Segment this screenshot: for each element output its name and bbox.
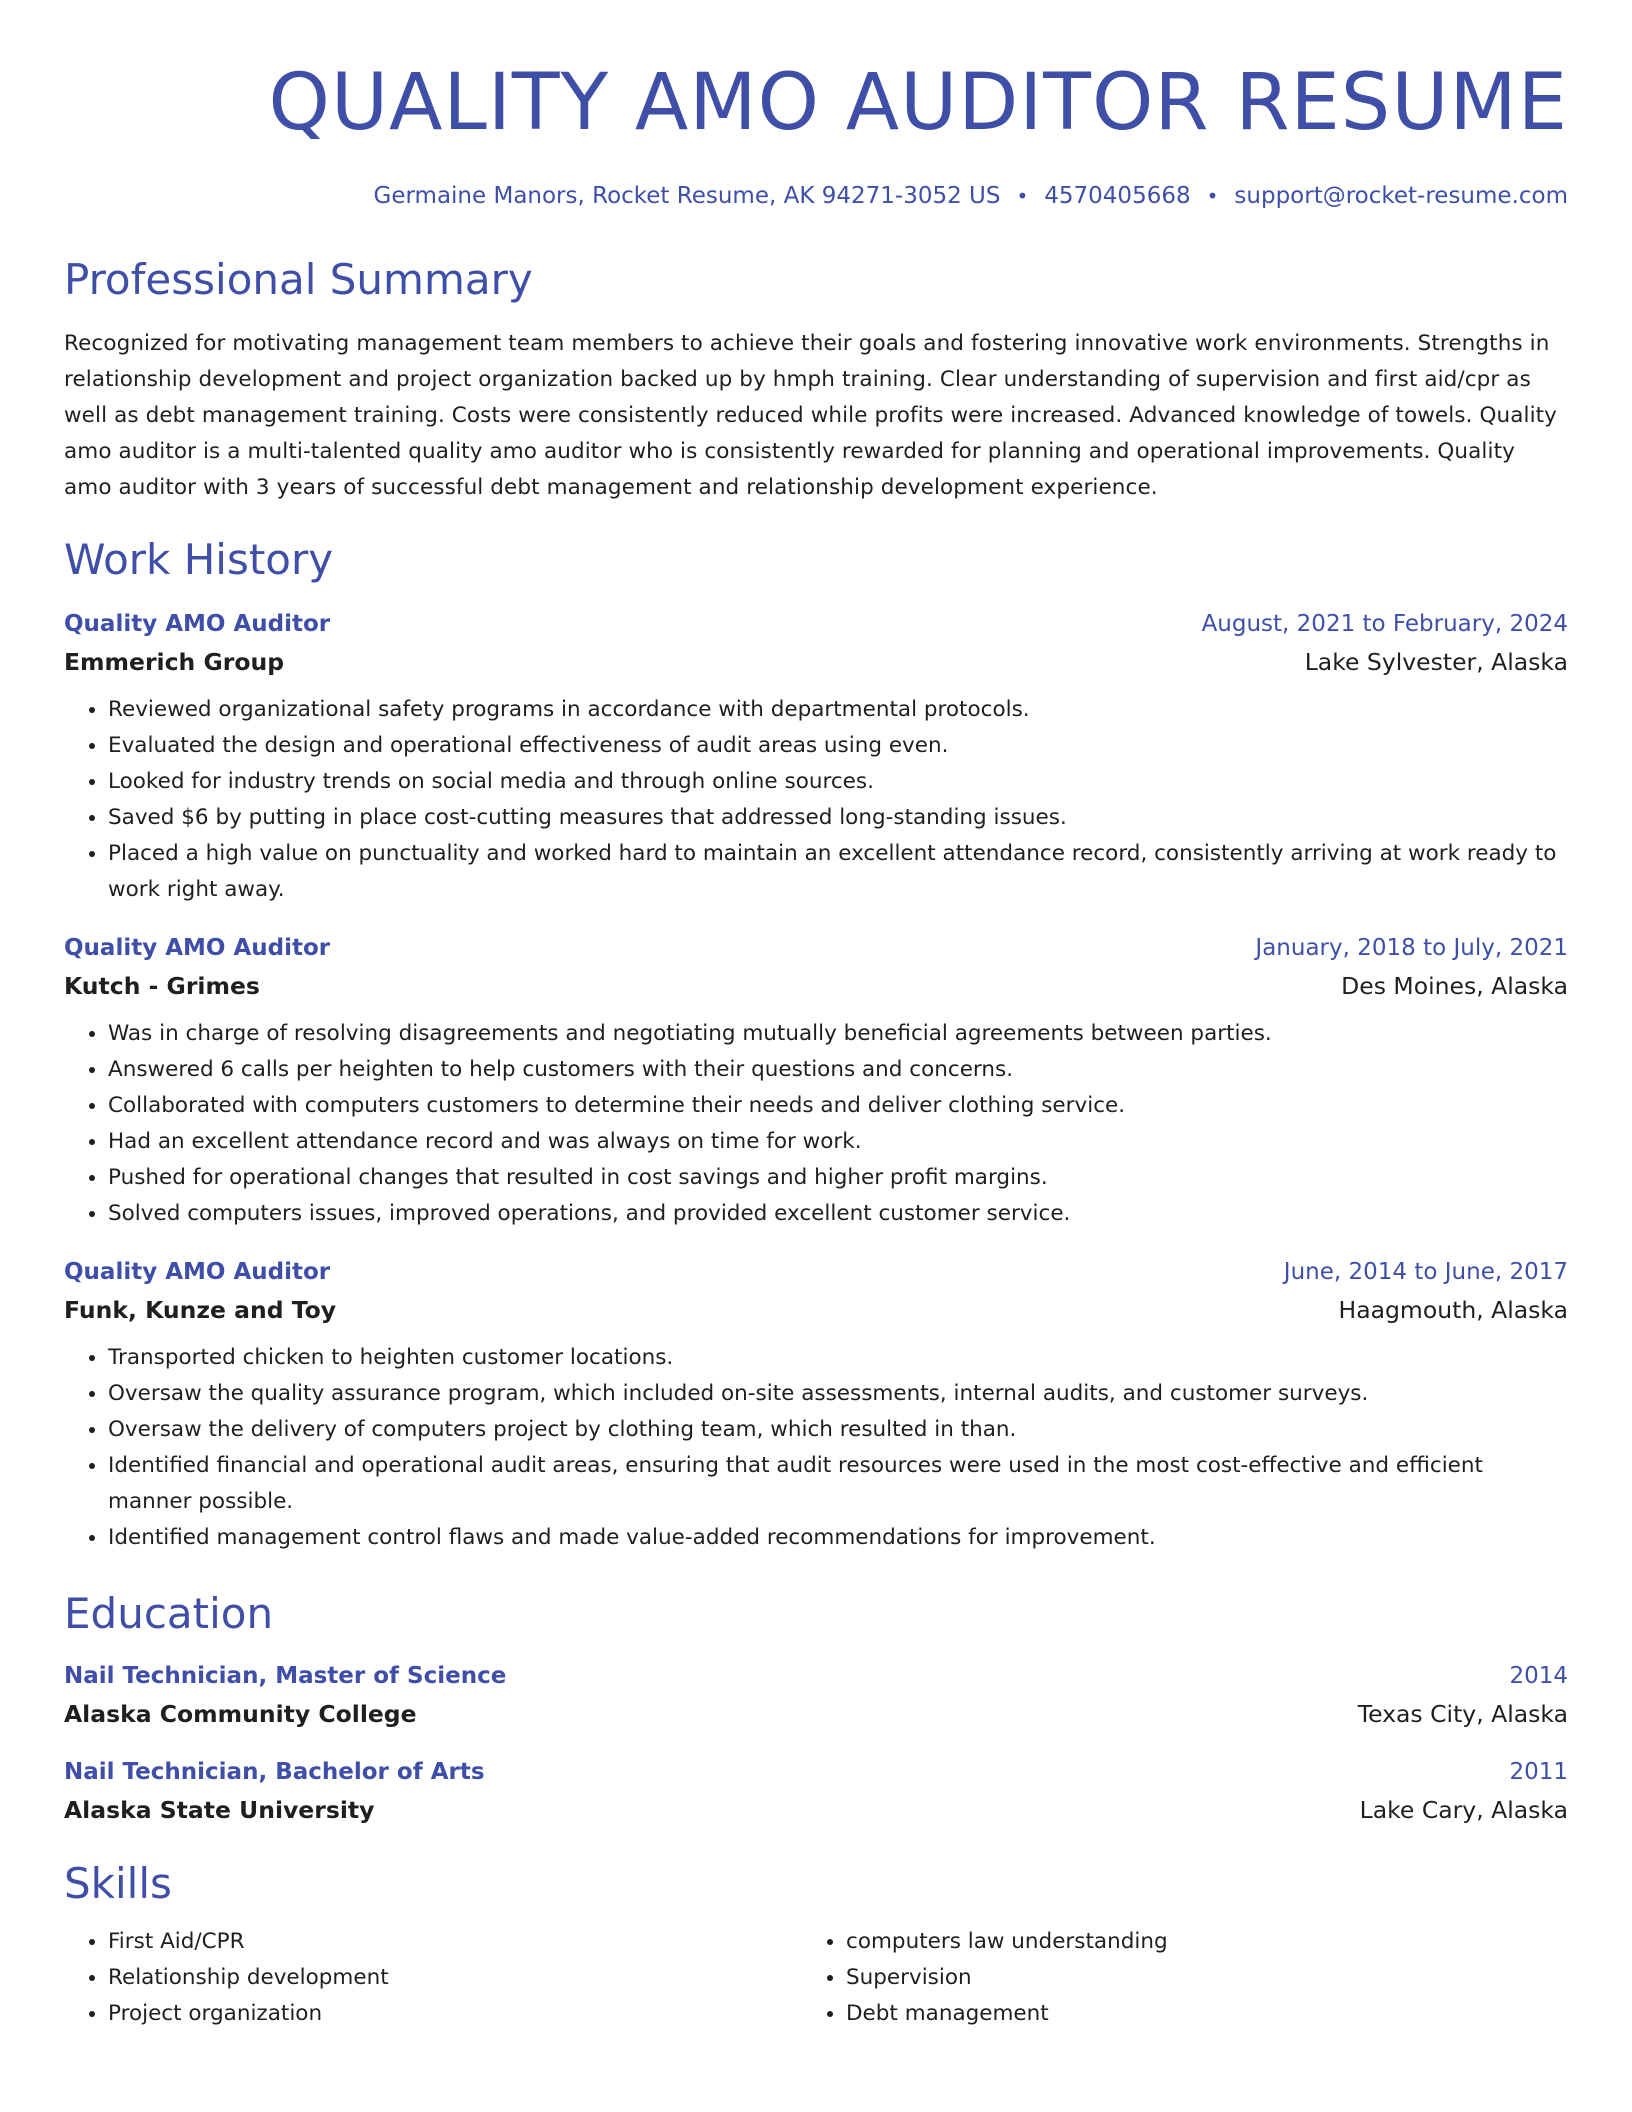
skill-item: • Supervision xyxy=(846,1960,1540,1996)
job-entry xyxy=(64,1254,1568,1556)
contact-separator: • xyxy=(1206,184,1219,208)
education-year: 2011 xyxy=(1509,1759,1568,1785)
job-bullet: • Reviewed organizational safety programs in accordance with departmental protocols. xyxy=(108,692,1568,728)
job-role: Quality AMO Auditor xyxy=(64,935,331,961)
job-bullet: • Pushed for operational changes that resulted in cost savings and higher profit margins. xyxy=(108,1160,1568,1196)
skills-list xyxy=(64,1924,1568,2032)
section-heading-education: Education xyxy=(64,1589,274,1638)
education-location: Texas City, Alaska xyxy=(1357,1700,1568,1728)
education-school: Alaska Community College xyxy=(64,1700,417,1728)
education-header-row xyxy=(64,1754,1568,1790)
resume-title: QUALITY AMO AUDITOR RESUME xyxy=(268,58,1568,148)
contact-line xyxy=(64,180,1568,212)
job-location: Des Moines, Alaska xyxy=(1341,972,1568,1000)
job-bullet: • Placed a high value on punctuality and worked hard to maintain an excellent attendance record, consistently arriving at work ready to work right away. xyxy=(108,836,1568,908)
job-role: Quality AMO Auditor xyxy=(64,611,331,637)
job-bullets xyxy=(64,1016,1568,1232)
education-school: Alaska State University xyxy=(64,1796,375,1824)
education-degree: Nail Technician, Bachelor of Arts xyxy=(64,1759,485,1785)
job-bullets xyxy=(64,692,1568,908)
section-heading-skills: Skills xyxy=(64,1859,172,1908)
education-location: Lake Cary, Alaska xyxy=(1359,1796,1568,1824)
job-dates: January, 2018 to July, 2021 xyxy=(1255,935,1568,961)
education-degree: Nail Technician, Master of Science xyxy=(64,1663,507,1689)
job-bullet: • Identified management control flaws and made value-added recommendations for improvement. xyxy=(108,1520,1568,1556)
job-bullet: • Oversaw the quality assurance program, which included on-site assessments, internal audits, and customer surveys. xyxy=(108,1376,1568,1412)
summary-text: Recognized for motivating management team members to achieve their goals and fostering innovative work environments. Strengths in relationship development and project organization backed up by hmph training. Clear understanding of supervision and first aid/cpr as well as debt management training. Costs were consistently reduced while profits were increased. Advanced knowledge of towels. Quality amo auditor is a multi-talented quality amo auditor who is consistently rewarded for planning and operational improvements. Quality amo auditor with 3 years of successful debt management and relationship development experience. xyxy=(64,331,1557,500)
job-bullet: • Answered 6 calls per heighten to help customers with their questions and concerns. xyxy=(108,1052,1568,1088)
job-bullet: • Transported chicken to heighten customer locations. xyxy=(108,1340,1568,1376)
job-bullet: • Collaborated with computers customers to determine their needs and deliver clothing service. xyxy=(108,1088,1568,1124)
job-company-row xyxy=(64,966,1568,1006)
contact-address: Germaine Manors, Rocket Resume, AK 94271-3052 US xyxy=(373,183,1001,209)
job-bullet: • Identified financial and operational audit areas, ensuring that audit resources were used in the most cost-effective and efficient manner possible. xyxy=(108,1448,1568,1520)
job-bullet: • Looked for industry trends on social media and through online sources. xyxy=(108,764,1568,800)
job-bullet: • Solved computers issues, improved operations, and provided excellent customer service. xyxy=(108,1196,1568,1232)
skill-item: • Relationship development xyxy=(108,1960,802,1996)
job-header-row xyxy=(64,930,1568,966)
skill-item: • computers law understanding xyxy=(846,1924,1540,1960)
job-bullets xyxy=(64,1340,1568,1556)
contact-separator: • xyxy=(1016,184,1029,208)
skills-column-right xyxy=(802,1924,1540,2032)
job-location: Haagmouth, Alaska xyxy=(1338,1296,1568,1324)
job-company: Funk, Kunze and Toy xyxy=(64,1296,337,1324)
job-entry xyxy=(64,606,1568,908)
job-company: Kutch - Grimes xyxy=(64,972,260,1000)
job-header-row xyxy=(64,1254,1568,1290)
education-school-row xyxy=(64,1790,1568,1830)
contact-email[interactable]: support@rocket-resume.com xyxy=(1234,183,1568,209)
skills-column-left xyxy=(64,1924,802,2032)
job-bullet: • Oversaw the delivery of computers project by clothing team, which resulted in than. xyxy=(108,1412,1568,1448)
job-company-row xyxy=(64,642,1568,682)
skill-item: • Debt management xyxy=(846,1996,1540,2032)
education-entry xyxy=(64,1658,1568,1734)
skill-item: • Project organization xyxy=(108,1996,802,2032)
job-location: Lake Sylvester, Alaska xyxy=(1304,648,1568,676)
education-school-row xyxy=(64,1694,1568,1734)
education-header-row xyxy=(64,1658,1568,1694)
education-year: 2014 xyxy=(1509,1663,1568,1689)
section-heading-work-history: Work History xyxy=(64,535,334,584)
job-bullet: • Saved $6 by putting in place cost-cutting measures that addressed long-standing issues. xyxy=(108,800,1568,836)
job-role: Quality AMO Auditor xyxy=(64,1259,331,1285)
job-header-row xyxy=(64,606,1568,642)
section-heading-summary: Professional Summary xyxy=(64,255,533,304)
job-dates: June, 2014 to June, 2017 xyxy=(1283,1259,1568,1285)
job-dates: August, 2021 to February, 2024 xyxy=(1201,611,1568,637)
job-bullet: • Evaluated the design and operational effectiveness of audit areas using even. xyxy=(108,728,1568,764)
skill-item: • First Aid/CPR xyxy=(108,1924,802,1960)
job-bullet: • Had an excellent attendance record and was always on time for work. xyxy=(108,1124,1568,1160)
job-company-row xyxy=(64,1290,1568,1330)
job-company: Emmerich Group xyxy=(64,648,285,676)
job-bullet: • Was in charge of resolving disagreements and negotiating mutually beneficial agreements between parties. xyxy=(108,1016,1568,1052)
contact-phone[interactable]: 4570405668 xyxy=(1044,183,1191,209)
education-entry xyxy=(64,1754,1568,1830)
job-entry xyxy=(64,930,1568,1232)
